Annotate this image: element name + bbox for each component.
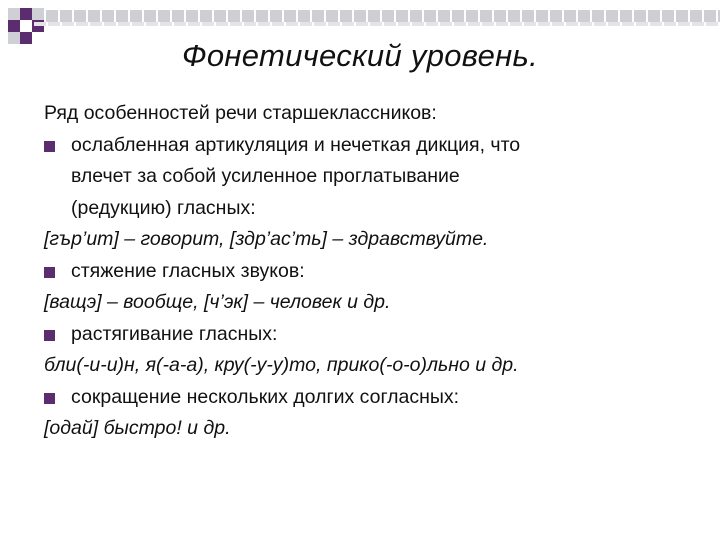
- bullet-item: [44, 130, 704, 225]
- corner-square: [8, 20, 20, 32]
- corner-square: [20, 8, 32, 20]
- bullet-text: [71, 382, 704, 414]
- bullet-line: (редукцию) гласных:: [71, 196, 256, 219]
- bullet-text: [71, 256, 704, 288]
- example-text: бли(-и-и)н, я(-а-а), кру(-у-у)то, прико(-о-о)льно и др.: [44, 354, 519, 376]
- bullet-line: стяжение гласных звуков:: [71, 259, 305, 282]
- bullet-text: [71, 319, 704, 351]
- corner-square: [8, 8, 20, 20]
- bullet-item: [44, 382, 704, 414]
- bullet-line: растягивание гласных:: [71, 322, 278, 345]
- square-bullet-icon: [44, 330, 55, 341]
- example-text: [одай] быстро! и др.: [44, 417, 231, 439]
- slide-body: [44, 98, 704, 445]
- bullet-item: [44, 319, 704, 351]
- bullet-line: сокращение нескольких долгих согласных:: [71, 385, 460, 408]
- corner-square: [32, 8, 44, 20]
- example-text: [гър’ит] – говорит, [здр’ас’ть] – здравствуйте.: [44, 228, 489, 250]
- square-bullet-icon: [44, 267, 55, 278]
- bullet-line: ослабленная артикуляция и нечеткая дикция, что: [71, 133, 521, 156]
- square-bullet-icon: [44, 393, 55, 404]
- square-bullet-icon: [44, 141, 55, 152]
- intro-text: Ряд особенностей речи старшеклассников:: [44, 102, 437, 124]
- decorative-top-band-shadow: [34, 22, 720, 26]
- bullet-item: [44, 256, 704, 288]
- example-text: [ващэ] – вообще, [ч’эк] – человек и др.: [44, 291, 391, 313]
- slide-title: Фонетический уровень.: [181, 38, 539, 73]
- bullet-text: [71, 130, 704, 225]
- bullet-line: влечет за собой усиленное проглатывание: [71, 165, 460, 187]
